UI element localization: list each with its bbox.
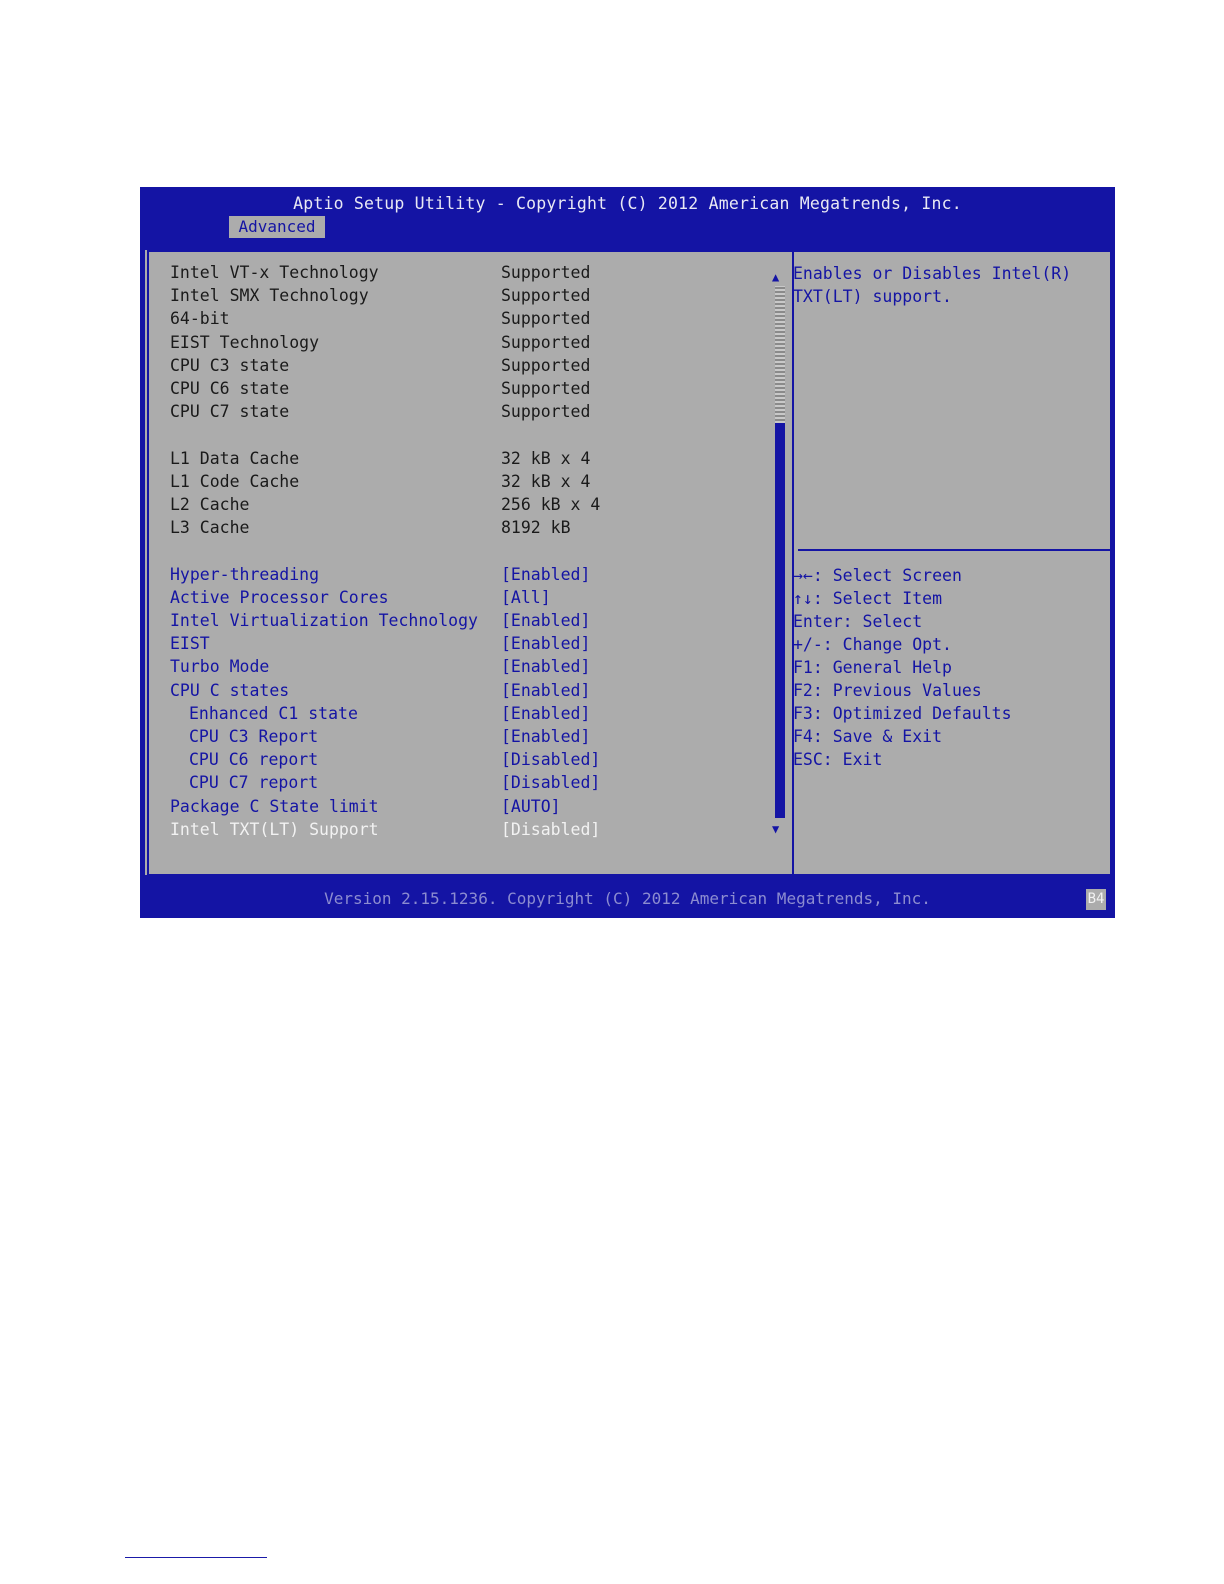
scroll-up-icon[interactable]: ▲ (772, 270, 780, 284)
setting-value[interactable]: [Disabled] (501, 773, 601, 793)
setting-value[interactable]: [All] (501, 587, 551, 607)
setting-label: Turbo Mode (170, 657, 270, 677)
setting-label: CPU C6 state (170, 379, 290, 398)
key-hint: ↑↓: Select Item (793, 589, 943, 608)
status-badge: B4 (1086, 889, 1106, 910)
setting-label: CPU C6 report (189, 750, 319, 770)
tab-advanced[interactable]: Advanced (229, 216, 325, 238)
key-hint: +/-: Change Opt. (793, 635, 952, 654)
setting-row-option[interactable] (145, 795, 765, 818)
scrollbar-thumb[interactable] (775, 423, 785, 818)
setting-row-info (145, 447, 765, 470)
key-hint: F1: General Help (793, 658, 952, 677)
setting-row-option[interactable] (145, 771, 765, 794)
setting-row-info (145, 284, 765, 307)
scrollbar-track[interactable] (775, 286, 785, 423)
setting-label: Intel TXT(LT) Support (170, 819, 379, 839)
setting-row-option[interactable] (145, 702, 765, 725)
setting-row-option[interactable] (145, 679, 765, 702)
setting-value: Supported (501, 263, 591, 282)
setting-label: Enhanced C1 state (189, 703, 358, 723)
setting-value: Supported (501, 286, 591, 306)
setting-row-option[interactable] (145, 818, 765, 841)
setting-row-info (145, 307, 765, 330)
setting-label: 64-bit (170, 309, 230, 329)
setting-row-option[interactable] (145, 632, 765, 655)
setting-value: 8192 kB (501, 518, 571, 538)
setting-value[interactable]: [Enabled] (501, 611, 591, 630)
setting-value[interactable]: [Enabled] (501, 657, 591, 677)
setting-row-option[interactable] (145, 586, 765, 609)
setting-value[interactable]: [AUTO] (501, 796, 561, 816)
setting-row-option[interactable] (145, 725, 765, 748)
key-hint: →←: Select Screen (793, 566, 962, 585)
setting-row-option[interactable] (145, 563, 765, 586)
setting-label: EIST (170, 634, 210, 654)
setting-value: Supported (501, 402, 591, 422)
setting-row-info (145, 354, 765, 377)
key-hint: F4: Save & Exit (793, 727, 943, 746)
setting-label: L2 Cache (170, 495, 250, 514)
setting-row-info (145, 493, 765, 516)
key-legend (793, 564, 1012, 771)
setting-label: Intel VT-x Technology (170, 263, 379, 282)
setting-label: EIST Technology (170, 332, 320, 352)
bios-title: Aptio Setup Utility - Copyright (C) 2012 American Megatrends, Inc. (293, 194, 962, 213)
setting-row-option[interactable] (145, 655, 765, 678)
setting-label: Intel SMX Technology (170, 286, 369, 306)
key-hint: Enter: Select (793, 612, 923, 631)
setting-label: Intel Virtualization Technology (170, 611, 478, 630)
footnote-rule (125, 1557, 267, 1558)
key-hint: F3: Optimized Defaults (793, 704, 1012, 723)
setting-value: Supported (501, 379, 591, 398)
setting-value[interactable]: [Disabled] (501, 750, 601, 770)
setting-row-info (145, 261, 765, 284)
setting-label: CPU C3 state (170, 355, 290, 375)
scroll-down-icon[interactable]: ▼ (772, 822, 780, 836)
setting-value: Supported (501, 309, 591, 329)
setting-label: CPU C states (170, 680, 290, 700)
setting-value[interactable]: [Enabled] (501, 703, 591, 723)
setting-value: 256 kB x 4 (501, 495, 601, 514)
setting-value[interactable]: [Enabled] (501, 634, 591, 654)
version-footer: Version 2.15.1236. Copyright (C) 2012 American Megatrends, Inc. (324, 889, 931, 908)
key-hint: ESC: Exit (793, 750, 883, 769)
setting-row-info (145, 400, 765, 423)
setting-row-info (145, 377, 765, 400)
setting-value[interactable]: [Enabled] (501, 680, 591, 700)
setting-value[interactable]: [Enabled] (501, 564, 591, 584)
setting-value[interactable]: [Disabled] (501, 819, 601, 839)
main-panel (145, 250, 1110, 875)
panel-divider (792, 250, 794, 876)
setting-label: Package C State limit (170, 796, 379, 816)
setting-label: CPU C3 Report (189, 727, 319, 746)
setting-row-option[interactable] (145, 748, 765, 771)
setting-value: 32 kB x 4 (501, 471, 591, 491)
setting-value: Supported (501, 332, 591, 352)
setting-value: Supported (501, 355, 591, 375)
setting-row-option[interactable] (145, 609, 765, 632)
help-description: Enables or Disables Intel(R) TXT(LT) support. (793, 264, 1082, 306)
setting-label: Active Processor Cores (170, 587, 389, 607)
setting-value[interactable]: [Enabled] (501, 727, 591, 746)
setting-label: L1 Code Cache (170, 471, 300, 491)
bios-screen (140, 187, 1115, 918)
setting-label: Hyper-threading (170, 564, 320, 584)
setting-label: L1 Data Cache (170, 448, 300, 468)
setting-label: CPU C7 state (170, 402, 290, 422)
setting-label: L3 Cache (170, 518, 250, 538)
setting-row-info (145, 331, 765, 354)
help-divider (798, 549, 1113, 551)
setting-label: CPU C7 report (189, 773, 319, 793)
setting-row-info (145, 470, 765, 493)
setting-value: 32 kB x 4 (501, 448, 591, 468)
key-hint: F2: Previous Values (793, 681, 982, 700)
setting-row-info (145, 516, 765, 539)
